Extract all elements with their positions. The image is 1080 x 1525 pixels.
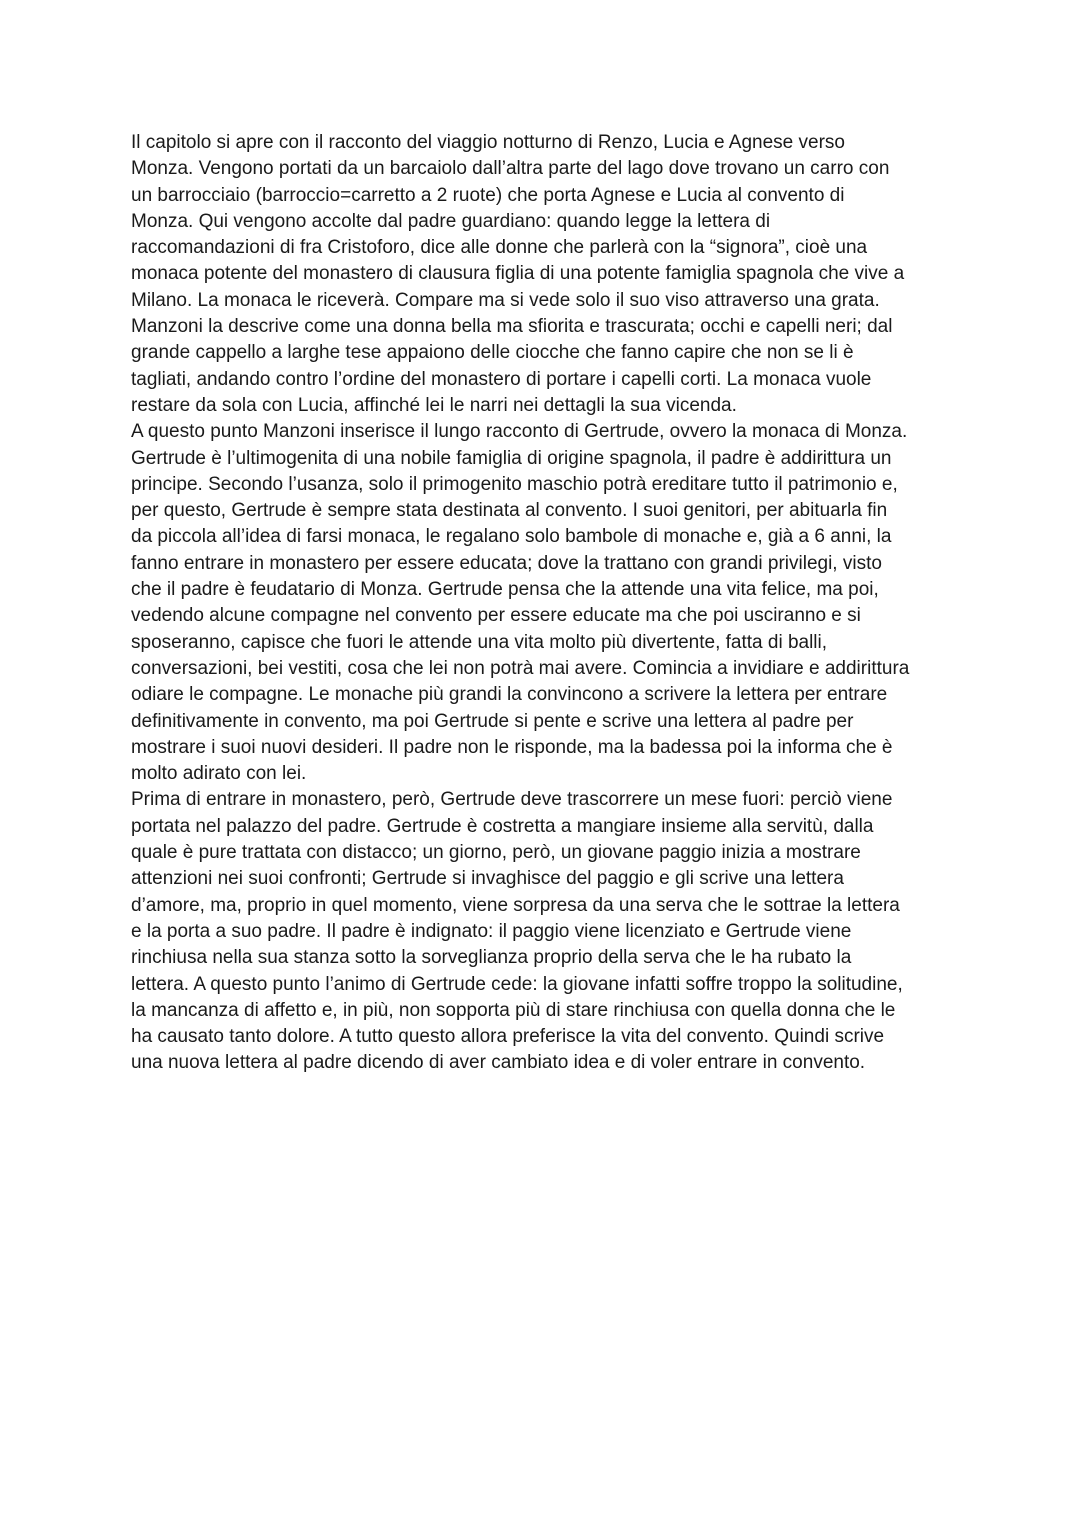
text-line: Monza. Qui vengono accolte dal padre guardiano: quando legge la lettera di	[131, 210, 771, 232]
text-line: lettera. A questo punto l’animo di Gertrude cede: la giovane infatti soffre troppo la solitudine,	[131, 973, 903, 995]
text-line: conversazioni, bei vestiti, cosa che lei non potrà mai avere. Comincia a invidiare e addirittura	[131, 657, 910, 679]
text-line: mostrare i suoi nuovi desideri. Il padre non le risponde, ma la badessa poi la informa che è	[131, 736, 893, 758]
text-line: per questo, Gertrude è sempre stata destinata al convento. I suoi genitori, per abituarla fin	[131, 500, 888, 522]
text-line: ha causato tanto dolore. A tutto questo allora preferisce la vita del convento. Quindi scrive	[131, 1026, 885, 1048]
text-line: principe. Secondo l’usanza, solo il primogenito maschio potrà ereditare tutto il patrimonio e,	[131, 473, 898, 495]
text-line: fanno entrare in monastero per essere educata; dove la trattano con grandi privilegi, visto	[131, 552, 882, 574]
text-line: Prima di entrare in monastero, però, Gertrude deve trascorrere un mese fuori: perciò viene	[131, 789, 893, 811]
text-line: rinchiusa nella sua stanza sotto la sorveglianza proprio della serva che le ha rubato la	[131, 947, 852, 969]
text-line: Gertrude è l’ultimogenita di una nobile famiglia di origine spagnola, il padre è addirittura un	[131, 447, 892, 469]
text-line: sposeranno, capisce che fuori le attende una vita molto più divertente, fatta di balli,	[131, 631, 828, 653]
text-line: Manzoni la descrive come una donna bella ma sfiorita e trascurata; occhi e capelli neri; dal	[131, 316, 893, 338]
text-line: la mancanza di affetto e, in più, non sopporta più di stare rinchiusa con quella donna che le	[131, 999, 896, 1021]
text-line: Milano. La monaca le riceverà. Compare ma si vede solo il suo viso attraverso una grata.	[131, 289, 880, 311]
text-line: monaca potente del monastero di clausura figlia di una potente famiglia spagnola che vive a	[131, 263, 905, 285]
text-line: raccomandazioni di fra Cristoforo, dice alle donne che parlerà con la “signora”, cioè una	[131, 237, 868, 259]
text-line: vedendo alcune compagne nel convento per essere educate ma che poi usciranno e si	[131, 605, 861, 627]
text-line: definitivamente in convento, ma poi Gertrude si pente e scrive una lettera al padre per	[131, 710, 854, 732]
text-line: molto adirato con lei.	[131, 763, 307, 785]
text-line: una nuova lettera al padre dicendo di aver cambiato idea e di voler entrare in convento.	[131, 1052, 866, 1074]
text-line: attenzioni nei suoi confronti; Gertrude si invaghisce del paggio e gli scrive una lettera	[131, 868, 844, 890]
text-line: e la porta a suo padre. Il padre è indignato: il paggio viene licenziato e Gertrude viene	[131, 920, 852, 942]
text-line: da piccola all’idea di farsi monaca, le regalano solo bambole di monache e, già a 6 anni, la	[131, 526, 892, 548]
text-line: Il capitolo si apre con il racconto del viaggio notturno di Renzo, Lucia e Agnese verso	[131, 132, 845, 153]
text-line: portata nel palazzo del padre. Gertrude è costretta a mangiare insieme alla servitù, dalla	[131, 815, 874, 837]
text-line: tagliati, andando contro l’ordine del monastero di portare i capelli corti. La monaca vuole	[131, 368, 872, 390]
body-text	[131, 130, 961, 1077]
text-line: odiare le compagne. Le monache più grandi la convincono a scrivere la lettera per entrare	[131, 684, 888, 706]
text-line: grande cappello a larghe tese appaiono delle ciocche che fanno capire che non se li è	[131, 342, 854, 364]
text-line: d’amore, ma, proprio in quel momento, viene sorpresa da una serva che le sottrae la lettera	[131, 894, 900, 916]
text-line: che il padre è feudatario di Monza. Gertrude pensa che la attende una vita felice, ma poi,	[131, 579, 879, 601]
text-line: A questo punto Manzoni inserisce il lungo racconto di Gertrude, ovvero la monaca di Monza.	[131, 421, 908, 443]
text-line: quale è pure trattata con distacco; un giorno, però, un giovane paggio inizia a mostrare	[131, 842, 861, 864]
text-line: Monza. Vengono portati da un barcaiolo dall’altra parte del lago dove trovano un carro con	[131, 158, 890, 180]
text-line: restare da sola con Lucia, affinché lei le narri nei dettagli la sua vicenda.	[131, 394, 737, 416]
text-line: un barrocciaio (barroccio=carretto a 2 ruote) che porta Agnese e Lucia al convento di	[131, 184, 845, 206]
